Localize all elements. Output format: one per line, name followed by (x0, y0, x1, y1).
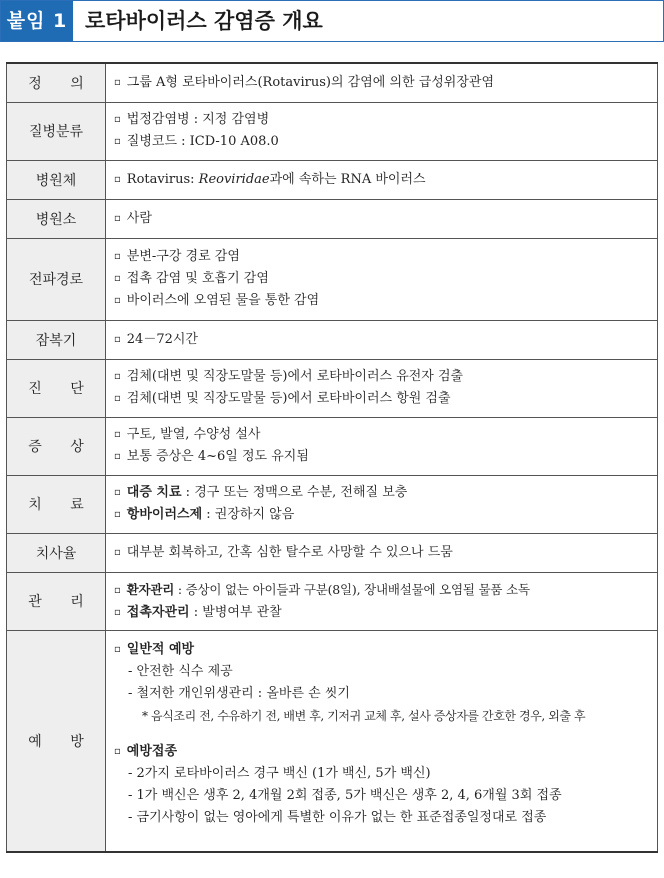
label-definition: 정 의 (7, 63, 106, 102)
management-rest-2: : 발병여부 관찰 (189, 604, 282, 620)
label-fatality: 치사율 (7, 533, 106, 572)
bullet-icon: ▫ (114, 546, 121, 558)
row-transmission (7, 238, 658, 320)
treatment-rest-2: : 권장하지 않음 (202, 507, 295, 522)
general-prevention-item-1: - 안전한 식수 제공 (128, 663, 233, 679)
management-head-1: 환자관리 (126, 581, 175, 597)
bullet-icon: ▫ (114, 451, 121, 462)
management-rest-1: : 증상이 없는 아이들과 구분(8일), 장내배설물에 오염될 물품 소독 (174, 581, 530, 597)
diagnosis-line-2: 검체(대변 및 직장도말물 등)에서 로타바이러스 항원 검출 (126, 391, 451, 406)
label-pathogen: 병원체 (7, 160, 106, 199)
label-reservoir: 병원소 (7, 199, 106, 238)
general-prevention-item-2: - 철저한 개인위생관리 : 올바른 손 씻기 (128, 685, 350, 701)
attachment-badge: 붙임 1 (1, 1, 73, 41)
bullet-icon: ▫ (114, 114, 121, 125)
content-pathogen (106, 160, 658, 199)
bullet-icon: ▫ (114, 487, 121, 498)
bullet-icon: ▫ (114, 136, 121, 147)
label-transmission: 전파경로 (7, 238, 106, 320)
row-management (7, 572, 658, 630)
bullet-icon: ▫ (114, 76, 121, 88)
vaccination-item-3: - 금기사항이 없는 영아에게 특별한 이유가 없는 한 표준접종일정대로 접종 (128, 809, 547, 825)
incubation-text: 24－72시간 (126, 331, 198, 347)
content-management (106, 572, 658, 630)
label-prevention: 예 방 (7, 630, 106, 852)
content-reservoir (106, 199, 658, 238)
definition-text: 그룹 A형 로타바이러스(Rotavirus)의 감염에 의한 급성위장관염 (126, 74, 495, 90)
pathogen-suffix: 과에 속하는 RNA 바이러스 (269, 171, 426, 187)
content-incubation (106, 320, 658, 359)
symptoms-line-2: 보통 증상은 4~6일 정도 유지됨 (126, 449, 309, 464)
content-transmission (106, 238, 658, 320)
content-treatment (106, 475, 658, 533)
content-fatality (106, 533, 658, 572)
general-prevention-heading: 일반적 예방 (126, 641, 195, 657)
management-head-2: 접촉자관리 (126, 604, 190, 620)
bullet-icon: ▫ (114, 584, 121, 596)
classification-line-2: 질병코드 : ICD-10 A08.0 (126, 134, 279, 149)
handwashing-note: * 음식조리 전, 수유하기 전, 배변 후, 기저귀 교체 후, 설사 증상자를 간호한 경우, 외출 후 (142, 708, 586, 723)
bullet-icon: ▫ (114, 273, 121, 284)
bullet-icon: ▫ (114, 371, 121, 382)
row-reservoir (7, 199, 658, 238)
content-classification (106, 102, 658, 160)
vaccination-heading: 예방접종 (126, 743, 178, 759)
label-symptoms: 증 상 (7, 417, 106, 475)
row-fatality (7, 533, 658, 572)
label-incubation: 잠복기 (7, 320, 106, 359)
pathogen-family: Reoviridae (198, 171, 270, 187)
row-definition (7, 63, 658, 102)
row-diagnosis (7, 359, 658, 417)
bullet-icon: ▫ (114, 509, 121, 520)
vaccination-item-2: - 1가 백신은 생후 2, 4개월 2회 접종, 5가 백신은 생후 2, 4, 6개월 3회 접종 (128, 787, 562, 803)
row-pathogen (7, 160, 658, 199)
pathogen-prefix: Rotavirus: (126, 171, 199, 187)
symptoms-line-1: 구토, 발열, 수양성 설사 (126, 427, 261, 442)
document-title: 로타바이러스 감염증 개요 (85, 9, 323, 33)
label-management: 관 리 (7, 572, 106, 630)
treatment-head-2: 항바이러스제 (126, 507, 203, 522)
bullet-icon: ▫ (114, 212, 121, 224)
document-header (0, 0, 664, 42)
bullet-icon: ▫ (114, 745, 121, 757)
fatality-text: 대부분 회복하고, 간혹 심한 탈수로 사망할 수 있으나 드뭄 (126, 544, 453, 560)
row-classification (7, 102, 658, 160)
bullet-icon: ▫ (114, 251, 121, 262)
reservoir-text: 사람 (126, 210, 152, 226)
content-prevention (106, 630, 658, 852)
content-symptoms (106, 417, 658, 475)
bullet-icon: ▫ (114, 429, 121, 440)
section-gap (114, 727, 653, 741)
vaccination-item-1: - 2가지 로타바이러스 경구 백신 (1가 백신, 5가 백신) (128, 765, 431, 781)
transmission-line-1: 분변-구강 경로 감염 (126, 249, 240, 264)
label-diagnosis: 진 단 (7, 359, 106, 417)
classification-line-1: 법정감염병 : 지정 감염병 (126, 112, 270, 127)
treatment-head-1: 대증 치료 (126, 485, 182, 500)
row-incubation (7, 320, 658, 359)
label-treatment: 치 료 (7, 475, 106, 533)
transmission-line-3: 바이러스에 오염된 물을 통한 감염 (126, 293, 320, 308)
row-prevention (7, 630, 658, 852)
content-definition (106, 63, 658, 102)
disease-summary-table (6, 62, 658, 853)
transmission-line-2: 접촉 감염 및 호흡기 감염 (126, 271, 269, 286)
treatment-rest-1: : 경구 또는 정맥으로 수분, 전해질 보충 (181, 485, 408, 500)
bullet-icon: ▫ (114, 173, 121, 185)
bullet-icon: ▫ (114, 393, 121, 404)
diagnosis-line-1: 검체(대변 및 직장도말물 등)에서 로타바이러스 유전자 검출 (126, 369, 464, 384)
bullet-icon: ▫ (114, 643, 121, 655)
row-symptoms (7, 417, 658, 475)
label-classification: 질병분류 (7, 102, 106, 160)
bullet-icon: ▫ (114, 295, 121, 306)
bullet-icon: ▫ (114, 333, 121, 345)
content-diagnosis (106, 359, 658, 417)
bullet-icon: ▫ (114, 606, 121, 618)
row-treatment (7, 475, 658, 533)
